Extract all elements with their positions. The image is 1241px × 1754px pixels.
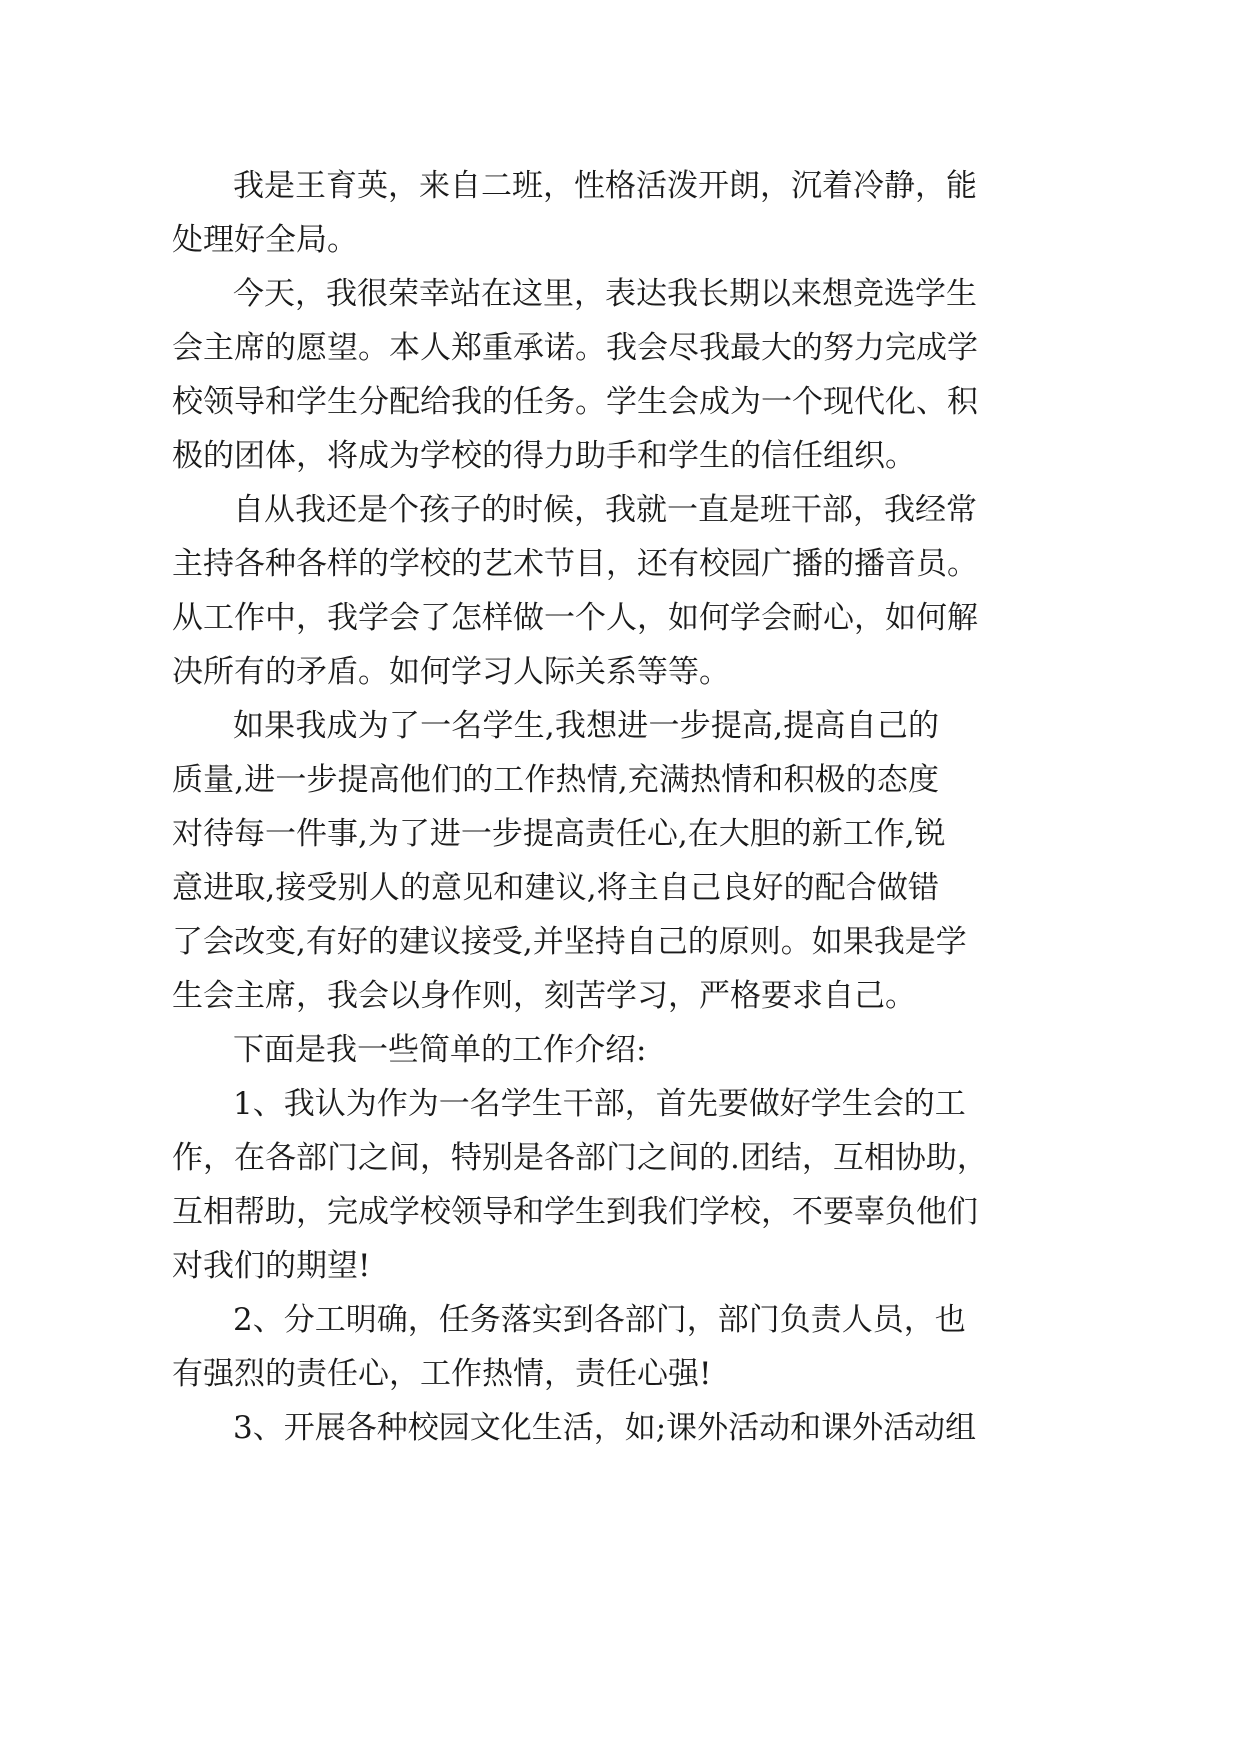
paragraph-line	[0, 809, 1241, 859]
paragraph-line	[0, 971, 1241, 1021]
line-text: 有强烈的责任心，工作热情，责任心强!	[172, 1356, 712, 1392]
paragraph-line	[0, 1025, 1241, 1075]
line-text: 决所有的矛盾。如何学习人际关系等等。	[172, 654, 730, 690]
paragraph-line	[0, 215, 1241, 265]
line-text: 处理好全局。	[172, 222, 358, 258]
paragraph-line	[0, 917, 1241, 967]
line-text: 作，在各部门之间，特别是各部门之间的.团结，互相协助，	[172, 1140, 988, 1176]
paragraph-line	[0, 1403, 1241, 1453]
paragraph-line	[0, 1241, 1241, 1291]
paragraph-line	[0, 1079, 1241, 1129]
line-text: 意进取,接受别人的意见和建议,将主自己良好的配合做错	[172, 870, 939, 906]
paragraph-line	[0, 431, 1241, 481]
line-text: 下面是我一些简单的工作介绍:	[233, 1032, 647, 1068]
paragraph-line	[0, 323, 1241, 373]
line-text: 极的团体，将成为学校的得力助手和学生的信任组织。	[172, 438, 916, 474]
paragraph-line	[0, 755, 1241, 805]
line-text: 1、我认为作为一名学生干部，首先要做好学生会的工	[233, 1086, 966, 1122]
paragraph-line	[0, 1187, 1241, 1237]
line-text: 今天，我很荣幸站在这里，表达我长期以来想竞选学生	[233, 276, 977, 312]
line-text: 从工作中，我学会了怎样做一个人，如何学会耐心，如何解	[172, 600, 978, 636]
line-text: 质量,进一步提高他们的工作热情,充满热情和积极的态度	[172, 762, 939, 798]
line-text: 对我们的期望!	[172, 1248, 371, 1284]
paragraph-line	[0, 863, 1241, 913]
paragraph-line	[0, 539, 1241, 589]
line-text: 互相帮助，完成学校领导和学生到我们学校，不要辜负他们	[172, 1194, 978, 1230]
line-text: 2、分工明确，任务落实到各部门，部门负责人员，也	[233, 1302, 966, 1338]
line-text: 对待每一件事,为了进一步提高责任心,在大胆的新工作,锐	[172, 816, 946, 852]
paragraph-line	[0, 647, 1241, 697]
paragraph-line	[0, 1133, 1241, 1183]
line-text: 了会改变,有好的建议接受,并坚持自己的原则。如果我是学	[172, 924, 967, 960]
paragraph-line	[0, 269, 1241, 319]
paragraph-line	[0, 377, 1241, 427]
line-text: 如果我成为了一名学生,我想进一步提高,提高自己的	[233, 708, 939, 744]
line-text: 生会主席，我会以身作则，刻苦学习，严格要求自己。	[172, 978, 916, 1014]
paragraph-line	[0, 593, 1241, 643]
line-text: 3、开展各种校园文化生活，如;课外活动和课外活动组	[233, 1410, 977, 1446]
paragraph-line	[0, 485, 1241, 535]
line-text: 自从我还是个孩子的时候，我就一直是班干部，我经常	[233, 492, 977, 528]
line-text: 校领导和学生分配给我的任务。学生会成为一个现代化、积	[172, 384, 978, 420]
line-text: 主持各种各样的学校的艺术节目，还有校园广播的播音员。	[172, 546, 978, 582]
paragraph-line	[0, 1349, 1241, 1399]
paragraph-line	[0, 1295, 1241, 1345]
paragraph-line	[0, 701, 1241, 751]
paragraph-line	[0, 161, 1241, 211]
line-text: 会主席的愿望。本人郑重承诺。我会尽我最大的努力完成学	[172, 330, 978, 366]
line-text: 我是王育英，来自二班，性格活泼开朗，沉着冷静，能	[233, 168, 977, 204]
